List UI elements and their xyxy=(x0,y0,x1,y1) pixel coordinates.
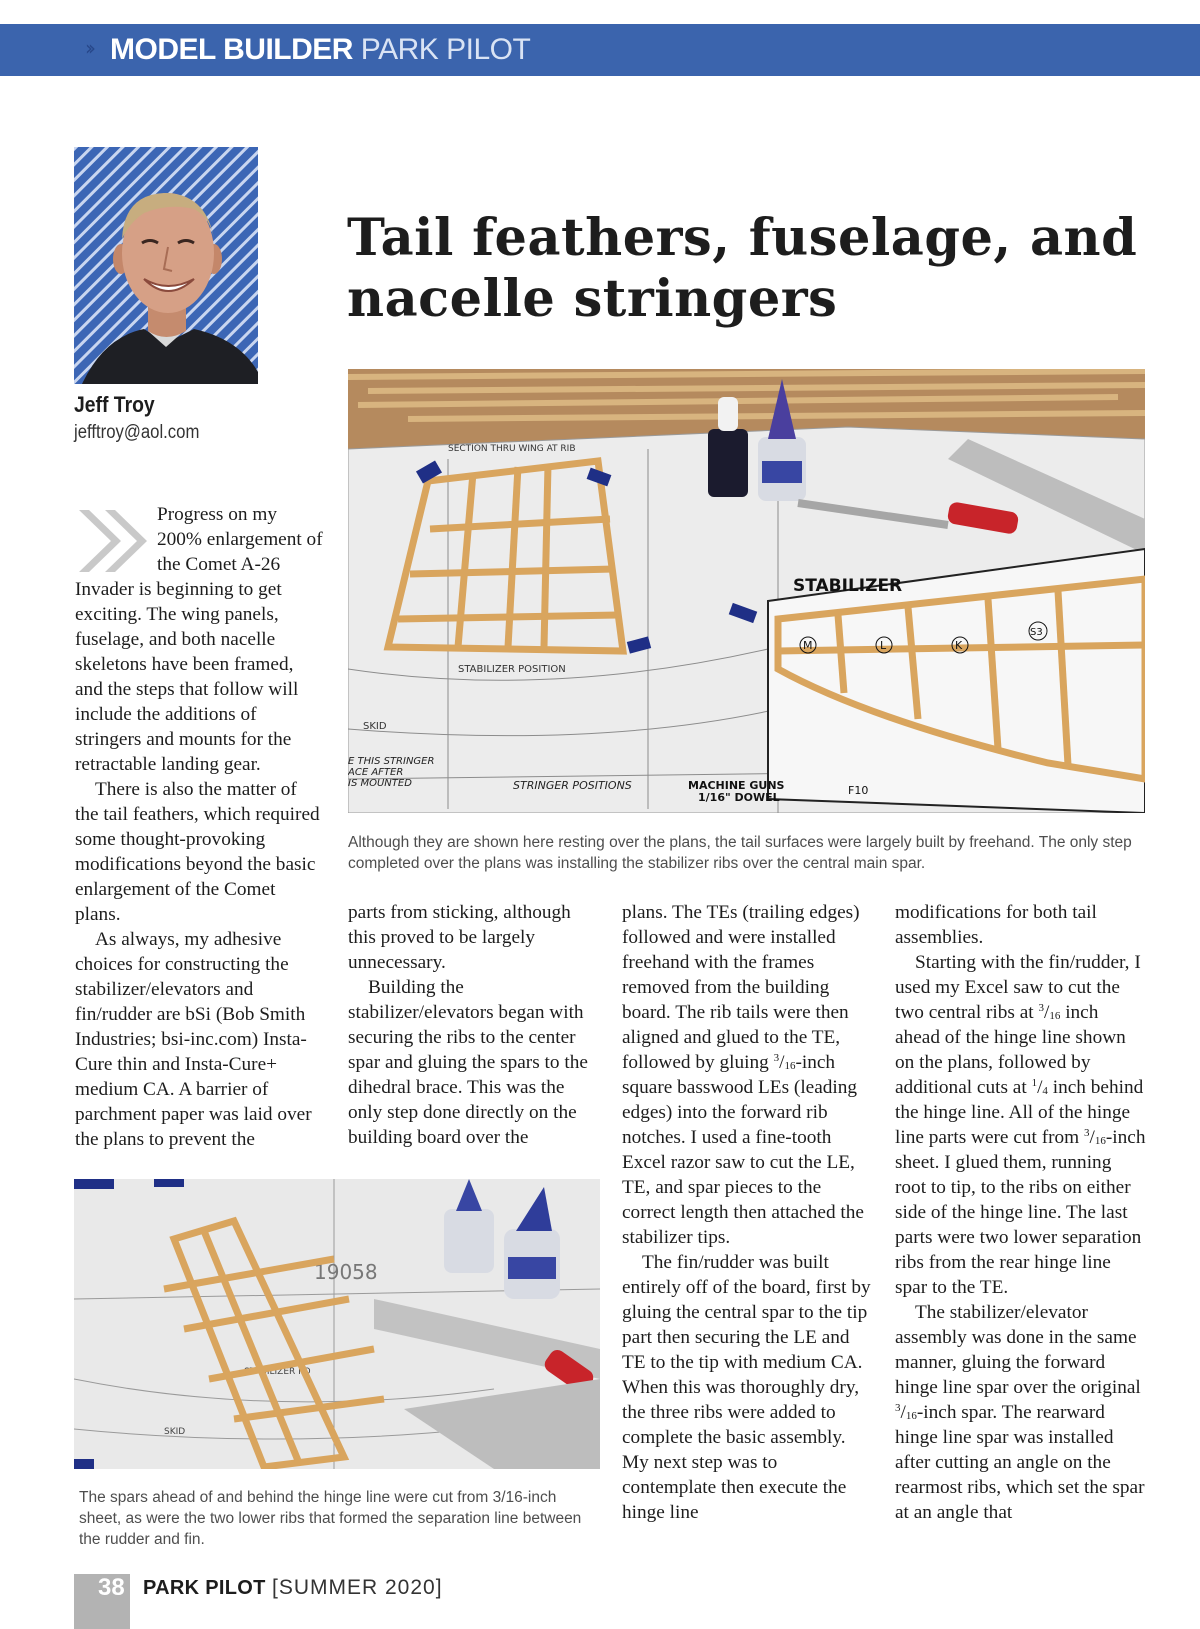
text-run: The stabilizer/elevator assembly was done in the same manner, gluing the forward hinge line spar over the original xyxy=(895,1302,1141,1398)
fraction-numerator: 3 xyxy=(773,1052,780,1064)
paragraph: As always, my adhesive choices for constructing the stabilizer/elevators and fin/rudder are bSi (Bob Smith Industries; bsi-inc.com) Insta-Cure thin and Insta-Cure+ medium CA. A barrier of parchment paper was laid over the plans to prevent the xyxy=(75,929,312,1150)
plans-f10: F10 xyxy=(848,784,869,797)
article-title: Tail feathers, fuselage, and nacelle stringers xyxy=(347,208,1138,329)
plans-section-label: SECTION THRU WING AT RIB xyxy=(448,444,576,454)
plans-stabilizer-position-2: STABILIZER PO xyxy=(244,1367,311,1377)
fraction-numerator: 1 xyxy=(1031,1077,1038,1089)
plans-skid-2: SKID xyxy=(164,1427,186,1437)
plans-dowel: 1/16" DOWEL xyxy=(698,791,780,804)
plans-stabilizer-position: STABILIZER POSITION xyxy=(458,664,566,675)
fraction-numerator: 3 xyxy=(1038,1002,1044,1014)
fraction-numerator: 3 xyxy=(1084,1127,1090,1139)
page-number: 38 xyxy=(98,1574,125,1601)
photo-fin-rudder-frame xyxy=(74,1179,600,1469)
double-chevron-icon xyxy=(75,508,153,574)
plans-skid: SKID xyxy=(363,721,387,732)
body-column-3 xyxy=(622,900,874,1525)
text-run: -inch sheet. I glued them, running root to tip, to the ribs on either side of the hinge line. The last parts were two lower separation ribs from the rear hinge line spar to the TE. xyxy=(895,1127,1146,1298)
body-column-1 xyxy=(75,502,325,1152)
author-photo xyxy=(74,147,258,384)
plans-stringer-note-1: E THIS STRINGER xyxy=(348,756,435,767)
plans-number: 19058 xyxy=(314,1260,378,1284)
photo-tail-surfaces-on-plans xyxy=(348,369,1145,813)
author-name: Jeff Troy xyxy=(74,392,155,417)
photo2-caption: The spars ahead of and behind the hinge line were cut from 3/16-inch sheet, as were the two lower ribs that formed the separation line between the rudder and fin. xyxy=(79,1489,582,1548)
text-run: -inch spar. The rearward hinge line spar was installed after cutting an angle on the rearmost ribs, which set the spar at an angle that xyxy=(895,1402,1145,1523)
fraction-denominator: 4 xyxy=(1042,1085,1048,1097)
header-bar xyxy=(0,24,1200,76)
fraction-numerator: 3 xyxy=(895,1402,901,1414)
paragraph: The fin/rudder was built entirely off of the board, first by gluing the central spar to the tip part then securing the LE and TE to the tip with medium CA. When this was thoroughly dry, the three ribs were added to complete the basic assembly. My next step was to contemplate then execute the hinge line xyxy=(622,1252,871,1523)
paragraph: There is also the matter of the tail feathers, which required some thought-provoking modifications beyond the basic enlargement of the Comet plans. xyxy=(75,779,320,925)
text-run: inch behind the hinge line. All of the hinge line parts were cut from xyxy=(895,1077,1144,1148)
body-column-2 xyxy=(348,900,598,1150)
footer-magazine: PARK PILOT xyxy=(143,1577,266,1599)
paragraph: plans. The TEs (trailing edges) followed and were installed freehand with the frames removed from the building board. The rib tails were then aligned and glued to the TE, followed by gluing $^3/_{16}$-inch square basswood LEs (leading edges) into the forward rib notches. I used a fine-tooth Excel razor saw to cut the LE, TE, and spar pieces to the correct length then attached the stabilizer tips. xyxy=(622,902,864,1248)
body-column-4 xyxy=(895,900,1147,1525)
plans-machine-guns: MACHINE GUNS xyxy=(688,779,785,792)
text-run: -inch square basswood LEs (leading edges) into the forward rib notches. I used a fine-tooth Excel razor saw to cut the LE, TE, and spar pieces to the correct length then attached the stabilizer tips. xyxy=(622,1052,864,1248)
paragraph: modifications for both tail assemblies. xyxy=(895,902,1097,948)
paragraph: Starting with the fin/rudder, I used my Excel saw to cut the two central ribs at $^3/_{16}$ inch ahead of the hinge line shown on the plans, followed by additional cuts at $^1/_4$ inch behind the hinge line. All of the hinge line parts were cut from $^3/_{16}$-inch sheet. I glued them, running root to tip, to the ribs on either side of the hinge line. The last parts were two lower separation ribs from the rear hinge line spar to the TE. xyxy=(895,952,1146,1298)
author-email: jefftroy@aol.com xyxy=(74,422,200,443)
plans-stabilizer-label: STABILIZER xyxy=(793,576,903,596)
footer-issue: [SUMMER 2020] xyxy=(272,1576,443,1599)
paragraph: The stabilizer/elevator assembly was done in the same manner, gluing the forward hinge line spar over the original $^3/_{16}$-inch spar. The rearward hinge line spar was installed after cutting an angle on the rearmost ribs, which set the spar at an angle that xyxy=(895,1302,1145,1523)
header-brand xyxy=(110,33,530,67)
text-run: plans. The TEs (trailing edges) followed and were installed freehand with the frames removed from the building board. The rib tails were then aligned and glued to the TE, followed by gluing xyxy=(622,902,860,1073)
fraction-denominator: 16 xyxy=(784,1060,796,1072)
plans-stringer-note-3: IS MOUNTED xyxy=(348,778,412,789)
fraction-denominator: 16 xyxy=(1094,1135,1106,1147)
paragraph: Progress on my 200% enlargement of the Comet A-26 Invader is beginning to get exciting. The wing panels, fuselage, and both nacelle skeletons have been framed, and the steps that follow will include the additions of stringers and mounts for the retractable landing gear. xyxy=(75,504,323,775)
fraction-denominator: 16 xyxy=(905,1410,917,1422)
fraction-denominator: 16 xyxy=(1049,1010,1061,1022)
paragraph: parts from sticking, although this proved to be largely unnecessary. xyxy=(348,902,571,973)
paragraph: Building the stabilizer/elevators began with securing the ribs to the center spar and gluing the spars to the dihedral brace. This was the only step done directly on the building board over the xyxy=(348,977,588,1148)
text-run: inch ahead of the hinge line shown on the plans, followed by additional cuts at xyxy=(895,1002,1126,1098)
header-brand-strong: MODEL BUILDER xyxy=(110,33,353,66)
header-brand-light: PARK PILOT xyxy=(360,33,531,66)
rib-label-m: M xyxy=(803,639,813,652)
photo1-caption: Although they are shown here resting over the plans, the tail surfaces were largely built by freehand. The only step completed over the plans was installing the stabilizer ribs over the central main spar. xyxy=(348,834,1132,872)
rib-label-s3: S3 xyxy=(1030,627,1043,638)
rib-label-l: L xyxy=(880,639,887,652)
plans-stringer-note-2: ACE AFTER xyxy=(348,767,404,778)
header-chevron-icon: ›› xyxy=(85,36,91,60)
plans-stringer-positions: STRINGER POSITIONS xyxy=(513,779,632,792)
rib-label-k: K xyxy=(955,639,963,652)
text-run: Starting with the fin/rudder, I used my Excel saw to cut the two central ribs at xyxy=(895,952,1141,1023)
